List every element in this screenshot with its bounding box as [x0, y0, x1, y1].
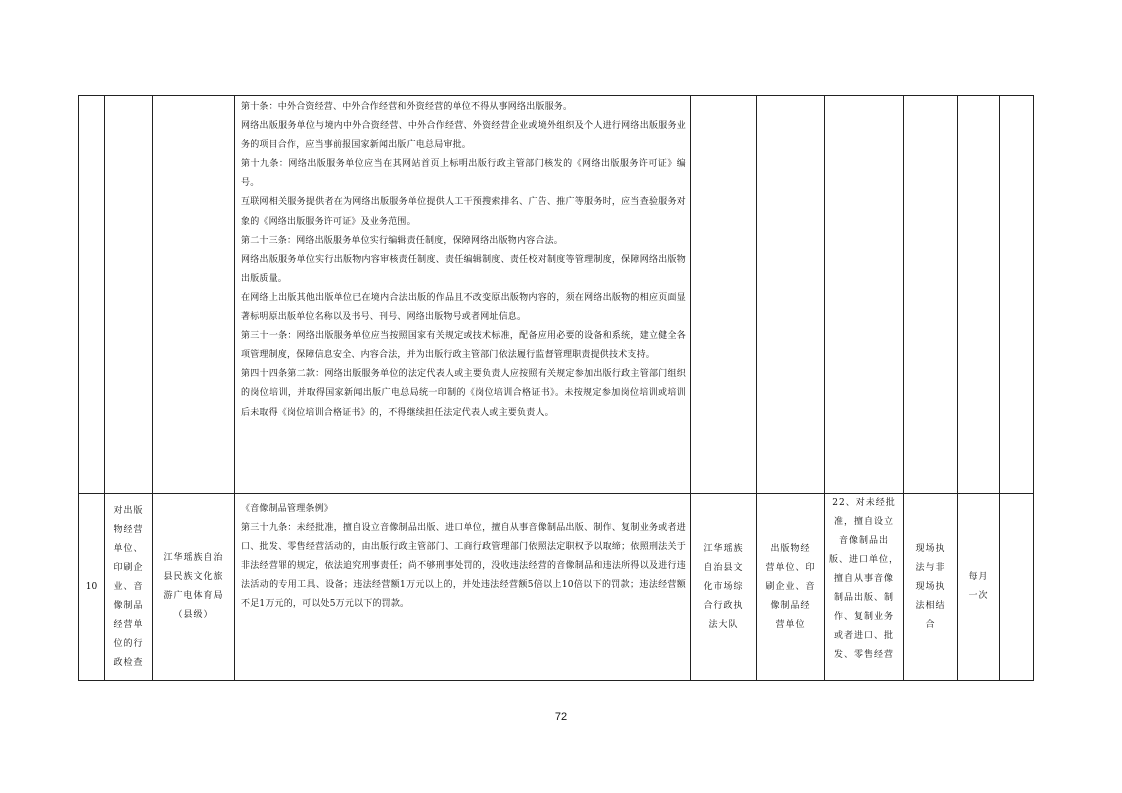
- inspection-method: 现场执 法与非 现场执 法相结 合: [915, 543, 946, 630]
- department-cell: [153, 494, 235, 681]
- provision-paragraph: 第十九条：网络出版服务单位应当在其网站首页上标明出版行政主管部门核发的《网络出版服务许可证》编号。: [241, 159, 686, 189]
- remark-cell: [1000, 494, 1034, 681]
- continuation-row: [79, 96, 1034, 494]
- inspection-target-cell: [757, 494, 825, 681]
- department-name: 江华瑶族自治 县民族文化旅 游广电体育局 （县级）: [163, 553, 224, 620]
- inspection-matter-cell: [825, 494, 904, 681]
- continuation-provisions-cell: [235, 96, 691, 494]
- inspection-frequency-cell: [958, 494, 1000, 681]
- continuation-target-cell: [757, 96, 825, 494]
- continuation-body-cell: [691, 96, 757, 494]
- continuation-frequency-cell: [958, 96, 1000, 494]
- inspection-method-cell: [904, 494, 958, 681]
- provision-paragraph: 第十条：中外合资经营、中外合作经营和外资经营的单位不得从事网络出版服务。: [241, 102, 573, 112]
- provision-paragraph: 第三十一条：网络出版服务单位应当按照国家有关规定或技术标准，配备应用必要的设备和系统，建立健全各项管理制度，保障信息安全、内容合法，并为出版行政主管部门依法履行监督管理职责提供技术支持。: [241, 331, 686, 361]
- law-basis-cell: [235, 494, 691, 681]
- inspection-frequency: 每月 一次: [968, 572, 989, 601]
- law-title: 《音像制品管理条例》: [241, 504, 334, 514]
- table-row-10: [79, 494, 1034, 681]
- page-number: 72: [554, 711, 568, 723]
- enforcement-body: 江华瑶族 自治县文 化市场综 合行政执 法大队: [703, 543, 744, 630]
- row-number: 10: [79, 494, 105, 681]
- provision-paragraph: 在网络上出版其他出版单位已在境内合法出版的作品且不改变原出版物内容的，须在网络出版物的相应页面显著标明原出版单位名称以及书号、刊号、网络出版物号或者网址信息。: [241, 292, 686, 323]
- inspection-matter: 22、对未经批 准，擅自设立 音像制品出 版、进口单位， 擅自从事音像 制品出版、制 作、复制业务 或者进口、批 发、零售经营: [828, 498, 899, 660]
- item-name-cell: [105, 494, 153, 681]
- provision-paragraph: 第二十三条：网络出版服务单位实行编辑责任制度，保障网络出版物内容合法。: [241, 235, 564, 246]
- enforcement-body-cell: [691, 494, 757, 681]
- provision-paragraph: 网络出版服务单位与境内中外合资经营、中外合作经营、外资经营企业或境外组织及个人进行网络出版服务业务的项目合作，应当事前报国家新闻出版广电总局审批。: [241, 121, 686, 151]
- inspection-target: 出版物经 营单位、印 刷企业、音 像制品经 营单位: [765, 543, 816, 630]
- provision-paragraph: 第四十四条第二款：网络出版服务单位的法定代表人或主要负责人应按照有关规定参加出版行政主管部门组织的岗位培训，并取得国家新闻出版广电总局统一印制的《岗位培训合格证书》。未按规定参加岗位培训或培训后未取得《岗位培训合格证书》的，不得继续担任法定代表人或主要负责人。: [241, 369, 686, 418]
- law-article: 第三十九条：未经批准，擅自设立音像制品出版、进口单位，擅自从事音像制品出版、制作、复制业务或者进口、批发、零售经营活动的，由出版行政主管部门、工商行政管理部门依照法定职权予以取缔；依照刑法关于非法经营罪的规定，依法追究刑事责任；尚不够刑事处罚的，没收违法经营的音像制品和违法所得以及进行违法活动的专用工具、设备；违法经营额1万元以上的，并处违法经营额5倍以上10倍以下的罚款；违法经营额不足1万元的，可以处5万元以下的罚款。: [241, 523, 686, 609]
- provision-paragraph: 网络出版服务单位实行出版物内容审核责任制度、责任编辑制度、责任校对制度等管理制度，保障网络出版物出版质量。: [241, 254, 686, 284]
- continuation-item-cell: [105, 96, 153, 494]
- inspection-table: [78, 95, 1034, 681]
- continuation-method-cell: [904, 96, 958, 494]
- continuation-matter-cell: [825, 96, 904, 494]
- continuation-department-cell: [153, 96, 235, 494]
- continuation-number-cell: [79, 96, 105, 494]
- continuation-remark-cell: [1000, 96, 1034, 494]
- provision-paragraph: 互联网相关服务提供者在为网络出版服务单位提供人工干预搜索排名、广告、推广等服务时，应当查验服务对象的《网络出版服务许可证》及业务范围。: [241, 197, 686, 227]
- item-name: 对出版 物经营 单位、 印刷企 业、音 像制品 经营单 位的行 政检查: [113, 505, 144, 668]
